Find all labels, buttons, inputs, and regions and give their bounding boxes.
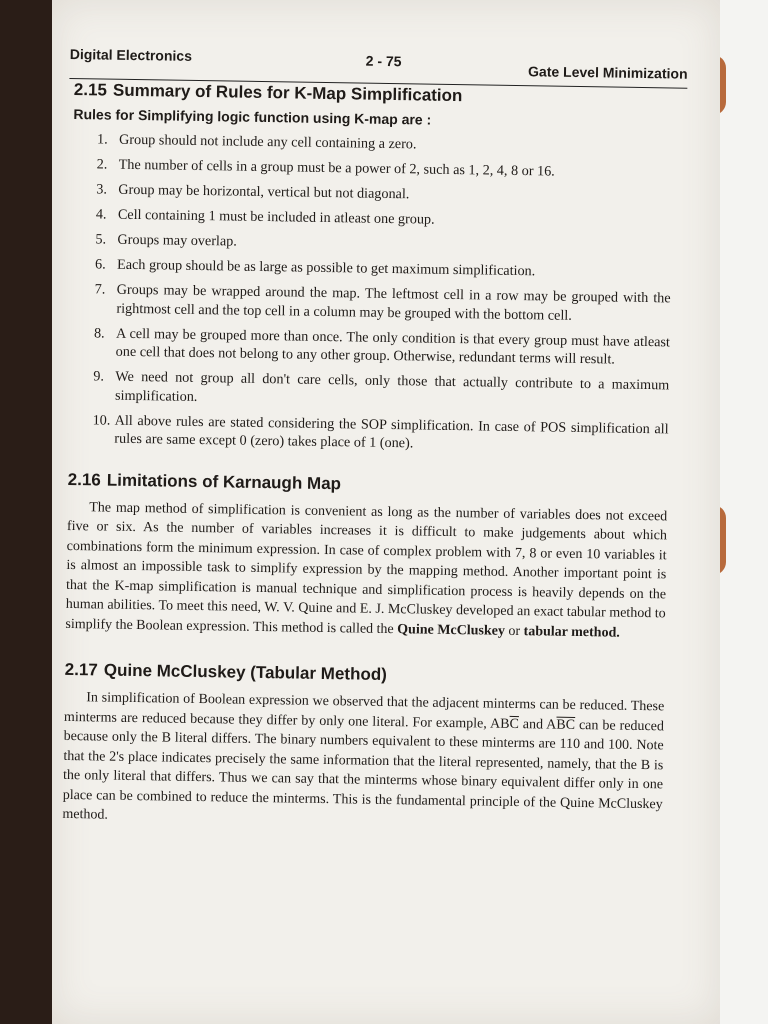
rule-text: Groups may be wrapped around the map. The leftmost cell in a row may be grouped with the rightmost cell and the top cell in a column may be grouped with the bottom cell. — [116, 281, 671, 324]
paragraph-text: In simplification of Boolean expression we observed that the adjacent minterms can be reduced. These minterms are reduced because they differ by only one literal. For example, — [63, 690, 665, 732]
section-heading-2-17 — [65, 660, 665, 689]
rule-text: All above rules are stated considering the SOP simplification. In case of POS simplification all rules are same except 0 (zero) takes place of 1 (one). — [114, 412, 669, 452]
rule-text: Cell containing 1 must be included in atleast one group. — [117, 206, 435, 228]
page-content — [62, 80, 674, 834]
section-number: 2.16 — [67, 469, 101, 489]
rule-number: 6. — [94, 256, 106, 273]
rule-number: 9. — [93, 368, 105, 385]
rule-item — [70, 280, 671, 326]
rule-text: A cell may be grouped more than once. The only condition is that every group must have atleast one cell that does not belong to any other group. Otherwise, redundant terms will result. — [115, 325, 671, 368]
rule-number: 10. — [92, 411, 111, 429]
rule-number: 5. — [95, 231, 107, 248]
minterm-plain: AB — [489, 716, 510, 732]
book-page — [52, 0, 720, 1024]
rule-item — [68, 410, 669, 456]
rule-number: 4. — [95, 206, 107, 223]
chapter-title: Gate Level Minimization — [527, 63, 688, 82]
rule-text: Each group should be as large as possible to get maximum simplification. — [116, 256, 536, 280]
minterm-1 — [490, 716, 519, 731]
rule-text: Group should not include any cell containing a zero. — [118, 131, 417, 153]
rule-number: 8. — [93, 324, 105, 342]
rule-item — [71, 230, 671, 258]
rule-text: Groups may overlap. — [117, 231, 237, 250]
paragraph-text: can be reduced because only the B literal differs. The binary numbers equivalent to these minterms are 110 and 100. Note that the 2's place indicates precisely the same information that the literal represented, namely, that the B is the only literal that differs. Thus we can say that the minterms whose binary equivalent differ only in one place can be combined to reduce the minterms. This is the fundamental principle of the Quine McCluskey method. — [62, 717, 665, 823]
section-number: 2.17 — [64, 659, 98, 680]
minterm-plain: A — [546, 716, 557, 733]
minterm-2 — [546, 717, 575, 732]
section-number: 2.15 — [73, 80, 108, 100]
bold-term: Quine McCluskey — [397, 621, 506, 639]
rule-item — [72, 205, 672, 233]
minterm-complement: $\overline{BC}$ — [556, 717, 576, 733]
rule-text: The number of cells in a group must be a power of 2, such as 1, 2, 4, 8 or 16. — [118, 156, 555, 180]
rule-number: 7. — [94, 281, 106, 298]
rule-item — [73, 130, 673, 158]
section-title: Summary of Rules for K-Map Simplification — [112, 80, 463, 106]
rule-item — [70, 323, 671, 369]
background-right — [720, 0, 768, 1024]
and-text: and — [518, 716, 547, 732]
rule-text: Group may be horizontal, vertical but not diagonal. — [118, 181, 410, 203]
rules-subheading: Rules for Simplifying logic function using K-map are : — [73, 105, 432, 128]
rule-number: 2. — [96, 156, 108, 173]
paragraph-text: The map method of simplification is convenient as long as the number of variables does not exceed five or six. As the number of variables increases it is difficult to make judgements about which combinations form the minimum expression. In case of complex problem with 7, 8 or even 10 variables it is almost an impossible task to simplify expression by the mapping method. Another important point is that the K-map simplification is manual technique and simplification process is heavily depends on the human abilities. To meet this need, W. V. Quine and E. J. McCluskey developed an exact tabular method to simplify the Boolean expression. This method is called the — [65, 499, 668, 637]
limitations-paragraph — [65, 497, 667, 643]
section-heading-2-16 — [68, 469, 668, 498]
quine-mccluskey-paragraph — [62, 688, 664, 834]
rule-number: 1. — [96, 131, 108, 148]
rules-list — [68, 130, 673, 457]
rule-item — [72, 180, 672, 208]
connector-text: or — [504, 623, 524, 639]
section-title: Quine McCluskey (Tabular Method) — [103, 660, 388, 684]
minterm-complement: $\overline{C}$ — [509, 716, 519, 732]
section-title: Limitations of Karnaugh Map — [106, 470, 342, 493]
rule-item — [73, 155, 673, 183]
rule-text: We need not group all don't care cells, only those that actually contribute to a maximum simplification. — [114, 368, 670, 405]
book-binding-edge — [0, 0, 52, 1024]
rule-number: 3. — [96, 181, 108, 198]
bold-term: tabular method. — [523, 623, 620, 641]
rule-item — [71, 255, 671, 283]
book-title: Digital Electronics — [69, 45, 193, 64]
rule-item — [69, 367, 670, 413]
page-number: 2 - 75 — [365, 52, 402, 70]
